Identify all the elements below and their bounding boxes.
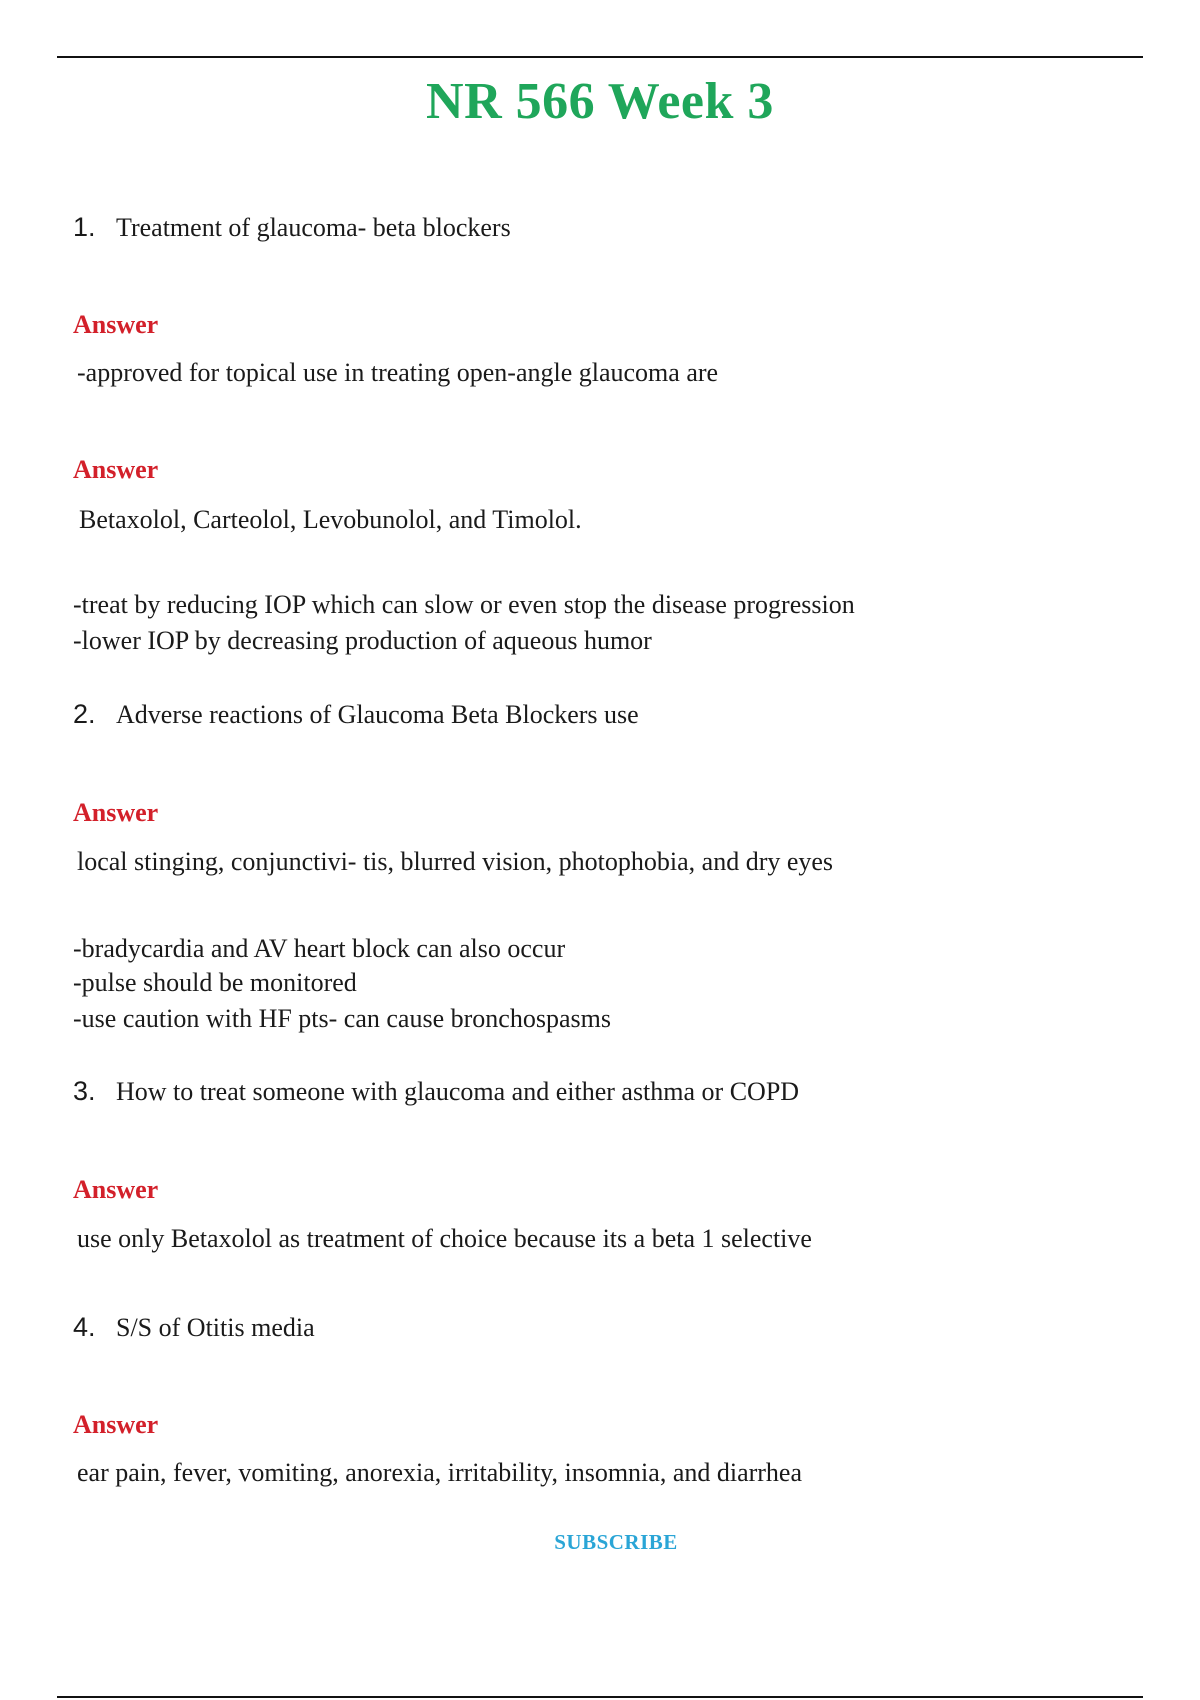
bottom-rule — [57, 1696, 1143, 1698]
question-text: How to treat someone with glaucoma and either asthma or COPD — [116, 1077, 800, 1106]
page-title: NR 566 Week 3 — [426, 73, 774, 130]
note-line: -pulse should be monitored — [73, 968, 357, 997]
question-number: 2. — [73, 699, 96, 729]
answer-text: Betaxolol, Carteolol, Levobunolol, and Timolol. — [79, 505, 582, 534]
note-line: -lower IOP by decreasing production of aqueous humor — [73, 626, 652, 655]
top-rule — [57, 56, 1143, 58]
question-number: 1. — [73, 212, 96, 242]
answer-text: ear pain, fever, vomiting, anorexia, irritability, insomnia, and diarrhea — [77, 1458, 803, 1487]
question-text: Treatment of glaucoma- beta blockers — [116, 213, 511, 242]
answer-label: Answer — [73, 1175, 159, 1204]
answer-text: local stinging, conjunctivi- tis, blurred vision, photophobia, and dry eyes — [77, 847, 834, 876]
question-number: 4. — [73, 1312, 96, 1342]
note-line: -use caution with HF pts- can cause bronchospasms — [73, 1004, 611, 1033]
answer-text: -approved for topical use in treating open-angle glaucoma are — [77, 358, 719, 387]
note-line: -treat by reducing IOP which can slow or even stop the disease progression — [73, 590, 855, 619]
answer-label: Answer — [73, 310, 159, 339]
note-line: -bradycardia and AV heart block can also occur — [73, 934, 566, 963]
answer-label: Answer — [73, 798, 159, 827]
question-number: 3. — [73, 1076, 96, 1106]
question-text: S/S of Otitis media — [116, 1313, 315, 1342]
subscribe-link[interactable]: SUBSCRIBE — [554, 1530, 678, 1554]
answer-label: Answer — [73, 1410, 159, 1439]
answer-text: use only Betaxolol as treatment of choice because its a beta 1 selective — [77, 1224, 812, 1253]
answer-label: Answer — [73, 455, 159, 484]
question-text: Adverse reactions of Glaucoma Beta Blockers use — [116, 700, 639, 729]
